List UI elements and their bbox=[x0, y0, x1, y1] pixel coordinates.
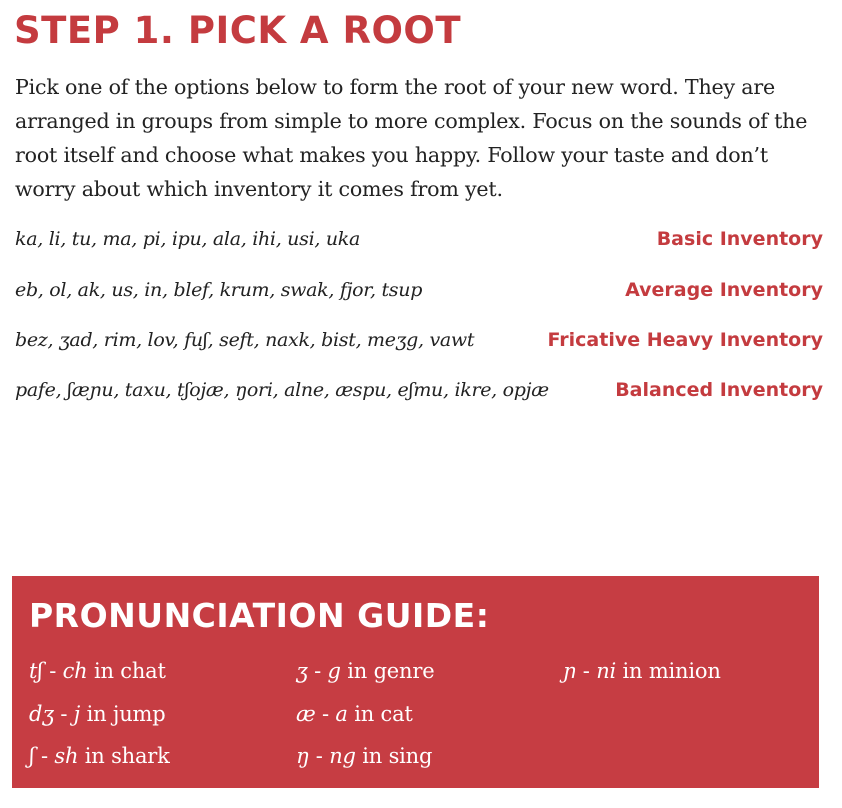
guide-item: tʃ - ch in chat bbox=[29, 659, 166, 683]
root-words: bez, ʒad, rim, lov, fuʃ, seft, naxk, bist, meʒg, vawt bbox=[15, 329, 475, 351]
guide-hint: sh bbox=[54, 744, 79, 768]
root-option-basic[interactable] bbox=[15, 222, 823, 256]
guide-hint: a bbox=[335, 702, 348, 726]
guide-hint: g bbox=[327, 659, 341, 683]
root-words: ka, li, tu, ma, pi, ipu, ala, ihi, usi, uka bbox=[15, 228, 361, 250]
guide-symbol: ʒ bbox=[296, 659, 308, 683]
root-words: eb, ol, ak, us, in, blef, krum, swak, fjor, tsup bbox=[15, 279, 423, 301]
guide-item: dʒ - j in jump bbox=[29, 702, 166, 726]
inventory-label: Balanced Inventory bbox=[615, 379, 823, 401]
guide-symbol: tʃ bbox=[29, 659, 43, 683]
root-option-average[interactable] bbox=[15, 273, 823, 307]
guide-example: in sing bbox=[362, 744, 433, 768]
intro-paragraph: Pick one of the options below to form the root of your new word. They are arranged in groups from simple to more complex. Focus on the sounds of the root itself and choose what makes you happy. Follow your taste and don’t worry about which inventory it comes from yet. bbox=[15, 75, 808, 201]
guide-example: in minion bbox=[622, 659, 721, 683]
guide-hint: ng bbox=[329, 744, 356, 768]
pronunciation-guide bbox=[12, 576, 819, 788]
inventory-label: Average Inventory bbox=[625, 279, 823, 301]
guide-hint: ch bbox=[62, 659, 88, 683]
guide-item: æ - a in cat bbox=[296, 702, 413, 726]
guide-example: in genre bbox=[347, 659, 435, 683]
inventory-label: Fricative Heavy Inventory bbox=[547, 329, 823, 351]
guide-example: in cat bbox=[354, 702, 413, 726]
guide-item: ɲ - ni in minion bbox=[563, 659, 721, 683]
guide-hint: ni bbox=[596, 659, 617, 683]
guide-example: in jump bbox=[86, 702, 166, 726]
guide-symbol: ʃ bbox=[29, 744, 35, 768]
guide-item: ŋ - ng in sing bbox=[296, 744, 433, 768]
inventory-label: Basic Inventory bbox=[656, 228, 823, 250]
guide-title: PRONUNCIATION GUIDE: bbox=[29, 596, 490, 635]
root-option-fricative-heavy[interactable] bbox=[15, 323, 823, 357]
guide-item: ʒ - g in genre bbox=[296, 659, 435, 683]
guide-example: in shark bbox=[84, 744, 170, 768]
guide-hint: j bbox=[73, 702, 81, 726]
guide-symbol: dʒ bbox=[29, 702, 54, 726]
guide-item: ʃ - sh in shark bbox=[29, 744, 170, 768]
root-option-balanced[interactable] bbox=[15, 373, 823, 407]
page-title: STEP 1. PICK A ROOT bbox=[14, 9, 462, 52]
guide-symbol: æ bbox=[296, 702, 316, 726]
root-words: pafe, ʃæɲu, taxu, tʃojæ, ŋori, alne, æspu, eʃmu, ikre, opjæ bbox=[15, 379, 549, 401]
guide-symbol: ŋ bbox=[296, 744, 310, 768]
guide-example: in chat bbox=[93, 659, 166, 683]
guide-symbol: ɲ bbox=[563, 659, 577, 683]
